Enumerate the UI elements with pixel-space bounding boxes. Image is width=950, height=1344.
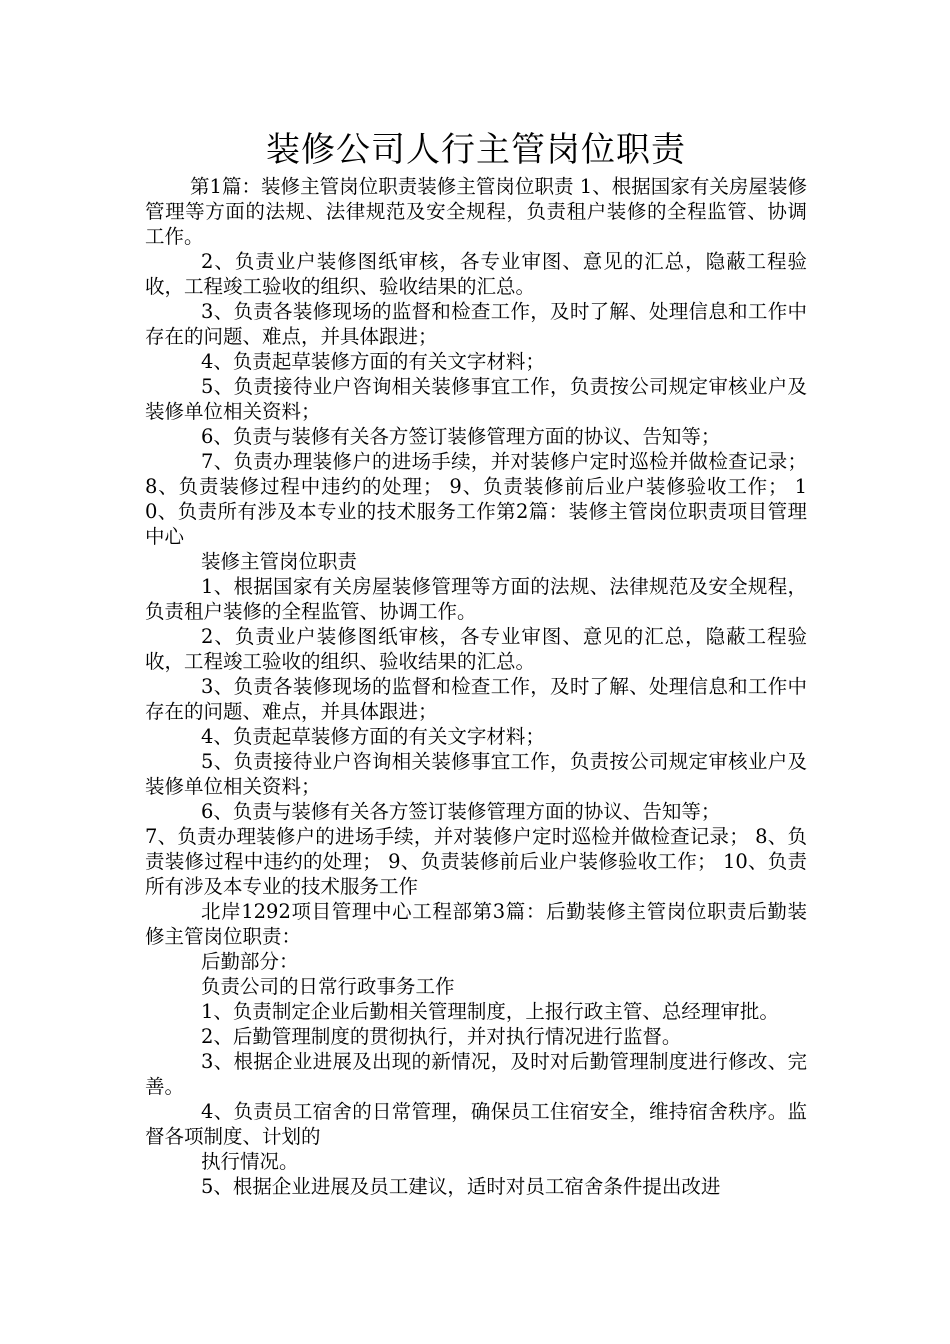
paragraph-13: 5、负责接待业户咨询相关装修事宜工作，负责按公司规定审核业户及装修单位相关资料；	[145, 750, 807, 798]
document-page	[145, 128, 807, 1199]
paragraph-16: 北岸1292项目管理中心工程部第3篇：后勤装修主管岗位职责后勤装修主管岗位职责：	[145, 900, 807, 948]
paragraph-2: 2、负责业户装修图纸审核，各专业审图、意见的汇总，隐蔽工程验收，工程竣工验收的组织、验收结果的汇总。	[145, 250, 807, 298]
paragraph-18: 负责公司的日常行政事务工作	[201, 975, 455, 998]
paragraph-21: 3、根据企业进展及出现的新情况，及时对后勤管理制度进行修改、完善。	[145, 1050, 807, 1098]
paragraph-24: 5、根据企业进展及员工建议，适时对员工宿舍条件提出改进	[201, 1175, 721, 1198]
paragraph-8: 装修主管岗位职责	[201, 550, 358, 573]
paragraph-19: 1、负责制定企业后勤相关管理制度，上报行政主管、总经理审批。	[201, 1000, 779, 1023]
document-title: 装修公司人行主管岗位职责	[266, 130, 686, 170]
paragraph-20: 2、后勤管理制度的贯彻执行，并对执行情况进行监督。	[201, 1025, 682, 1048]
paragraph-9: 1、根据国家有关房屋装修管理等方面的法规、法律规范及安全规程，负责租户装修的全程监管、协调工作。	[145, 575, 807, 623]
paragraph-1: 第1篇：装修主管岗位职责装修主管岗位职责 1、根据国家有关房屋装修管理等方面的法规、法律规范及安全规程，负责租户装修的全程监管、协调工作。	[145, 175, 807, 248]
paragraph-5: 5、负责接待业户咨询相关装修事宜工作，负责按公司规定审核业户及装修单位相关资料；	[145, 375, 807, 423]
paragraph-17: 后勤部分：	[201, 950, 299, 973]
paragraph-22: 4、负责员工宿舍的日常管理，确保员工住宿安全，维持宿舍秩序。监督各项制度、计划的	[145, 1100, 807, 1148]
paragraph-15: 7、负责办理装修户的进场手续，并对装修户定时巡检并做检查记录； 8、负责装修过程中违约的处理； 9、负责装修前后业户装修验收工作； 10、负责所有涉及本专业的技术服务工作	[145, 825, 807, 898]
paragraph-10: 2、负责业户装修图纸审核，各专业审图、意见的汇总，隐蔽工程验收，工程竣工验收的组织、验收结果的汇总。	[145, 625, 807, 673]
paragraph-4: 4、负责起草装修方面的有关文字材料；	[201, 350, 545, 373]
paragraph-3: 3、负责各装修现场的监督和检查工作，及时了解、处理信息和工作中存在的问题、难点，并具体跟进；	[145, 300, 807, 348]
paragraph-23: 执行情况。	[201, 1150, 299, 1173]
paragraph-7: 7、负责办理装修户的进场手续，并对装修户定时巡检并做检查记录； 8、负责装修过程中违约的处理； 9、负责装修前后业户装修验收工作； 10、负责所有涉及本专业的技术服务工作第2篇：装修主管岗位职责项目管理中心	[145, 450, 807, 548]
paragraph-12: 4、负责起草装修方面的有关文字材料；	[201, 725, 545, 748]
paragraph-11: 3、负责各装修现场的监督和检查工作，及时了解、处理信息和工作中存在的问题、难点，并具体跟进；	[145, 675, 807, 723]
paragraph-6: 6、负责与装修有关各方签订装修管理方面的协议、告知等；	[201, 425, 721, 448]
paragraph-14: 6、负责与装修有关各方签订装修管理方面的协议、告知等；	[201, 800, 721, 823]
